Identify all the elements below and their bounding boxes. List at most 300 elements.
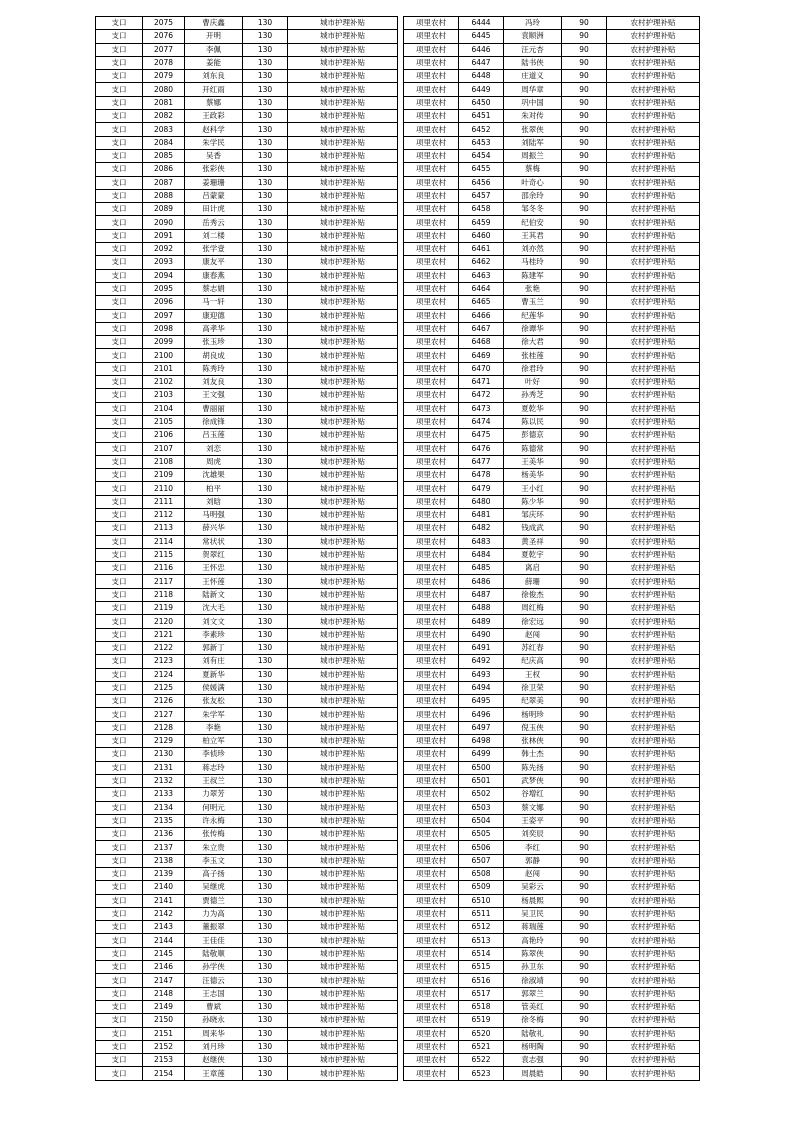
amount-cell: 130	[243, 947, 288, 960]
serial-number-cell: 2083	[143, 123, 185, 136]
area-cell: 支口	[96, 415, 143, 428]
amount-cell: 130	[243, 389, 288, 402]
serial-number-cell: 6491	[459, 641, 504, 654]
table-row	[96, 110, 398, 123]
amount-cell: 90	[562, 1040, 607, 1053]
serial-number-cell: 6450	[459, 96, 504, 109]
subsidy-type-cell: 城市护理补贴	[288, 123, 398, 136]
table-row	[404, 562, 700, 575]
table-row	[96, 681, 398, 694]
subsidy-type-cell: 城市护理补贴	[288, 455, 398, 468]
name-cell: 高孝华	[185, 322, 243, 335]
serial-number-cell: 6479	[459, 482, 504, 495]
amount-cell: 90	[562, 282, 607, 295]
name-cell: 姜珊珊	[185, 176, 243, 189]
name-cell: 王怀莲	[185, 575, 243, 588]
area-cell: 项里农村	[404, 961, 459, 974]
serial-number-cell: 2107	[143, 442, 185, 455]
amount-cell: 90	[562, 203, 607, 216]
subsidy-type-cell: 农村护理补贴	[607, 309, 700, 322]
amount-cell: 90	[562, 655, 607, 668]
name-cell: 邹冬冬	[504, 203, 562, 216]
serial-number-cell: 6464	[459, 282, 504, 295]
table-row	[404, 176, 700, 189]
area-cell: 项里农村	[404, 296, 459, 309]
name-cell: 李艳	[185, 721, 243, 734]
serial-number-cell: 2089	[143, 203, 185, 216]
serial-number-cell: 2139	[143, 868, 185, 881]
amount-cell: 130	[243, 588, 288, 601]
table-row	[404, 921, 700, 934]
table-row	[404, 322, 700, 335]
subsidy-type-cell: 农村护理补贴	[607, 70, 700, 83]
serial-number-cell: 2130	[143, 748, 185, 761]
subsidy-type-cell: 农村护理补贴	[607, 641, 700, 654]
amount-cell: 90	[562, 189, 607, 202]
subsidy-type-cell: 城市护理补贴	[288, 415, 398, 428]
subsidy-type-cell: 城市护理补贴	[288, 349, 398, 362]
amount-cell: 130	[243, 907, 288, 920]
serial-number-cell: 2076	[143, 30, 185, 43]
serial-number-cell: 6451	[459, 110, 504, 123]
subsidy-type-cell: 农村护理补贴	[607, 415, 700, 428]
name-cell: 薛珊	[504, 575, 562, 588]
name-cell: 郭新丁	[185, 641, 243, 654]
name-cell: 纪伯安	[504, 216, 562, 229]
amount-cell: 90	[562, 575, 607, 588]
subsidy-type-cell: 城市护理补贴	[288, 708, 398, 721]
area-cell: 支口	[96, 96, 143, 109]
table-row	[404, 163, 700, 176]
serial-number-cell: 2114	[143, 535, 185, 548]
serial-number-cell: 2153	[143, 1054, 185, 1067]
serial-number-cell: 2135	[143, 814, 185, 827]
name-cell: 陈秀玲	[185, 362, 243, 375]
amount-cell: 90	[562, 987, 607, 1000]
serial-number-cell: 2121	[143, 628, 185, 641]
area-cell: 支口	[96, 774, 143, 787]
area-cell: 项里农村	[404, 216, 459, 229]
table-row	[96, 282, 398, 295]
subsidy-type-cell: 城市护理补贴	[288, 176, 398, 189]
table-row	[96, 189, 398, 202]
subsidy-type-cell: 城市护理补贴	[288, 894, 398, 907]
amount-cell: 130	[243, 30, 288, 43]
area-cell: 项里农村	[404, 522, 459, 535]
name-cell: 康友平	[185, 256, 243, 269]
serial-number-cell: 2116	[143, 562, 185, 575]
name-cell: 刘奕辰	[504, 828, 562, 841]
area-cell: 支口	[96, 868, 143, 881]
area-cell: 项里农村	[404, 1027, 459, 1040]
subsidy-type-cell: 城市护理补贴	[288, 56, 398, 69]
name-cell: 袁志强	[504, 1054, 562, 1067]
amount-cell: 130	[243, 628, 288, 641]
table-row	[96, 1067, 398, 1080]
amount-cell: 90	[562, 96, 607, 109]
amount-cell: 90	[562, 43, 607, 56]
amount-cell: 130	[243, 123, 288, 136]
amount-cell: 130	[243, 296, 288, 309]
amount-cell: 90	[562, 681, 607, 694]
table-row	[96, 296, 398, 309]
area-cell: 项里农村	[404, 322, 459, 335]
serial-number-cell: 2133	[143, 788, 185, 801]
subsidy-type-cell: 农村护理补贴	[607, 495, 700, 508]
amount-cell: 90	[562, 828, 607, 841]
subsidy-type-cell: 城市护理补贴	[288, 535, 398, 548]
amount-cell: 90	[562, 735, 607, 748]
name-cell: 许永梅	[185, 814, 243, 827]
table-row	[96, 588, 398, 601]
serial-number-cell: 6459	[459, 216, 504, 229]
table-row	[404, 548, 700, 561]
serial-number-cell: 2138	[143, 854, 185, 867]
table-row	[404, 455, 700, 468]
name-cell: 徐谭华	[504, 322, 562, 335]
subsidy-type-cell: 城市护理补贴	[288, 987, 398, 1000]
serial-number-cell: 2148	[143, 987, 185, 1000]
serial-number-cell: 2080	[143, 83, 185, 96]
amount-cell: 90	[562, 362, 607, 375]
name-cell: 陆敬顺	[185, 947, 243, 960]
left-table	[95, 16, 398, 1081]
name-cell: 曹丽丽	[185, 402, 243, 415]
area-cell: 项里农村	[404, 362, 459, 375]
table-row	[404, 788, 700, 801]
name-cell: 袁顺洲	[504, 30, 562, 43]
name-cell: 陈以民	[504, 415, 562, 428]
subsidy-type-cell: 城市护理补贴	[288, 1040, 398, 1053]
area-cell: 支口	[96, 548, 143, 561]
subsidy-type-cell: 农村护理补贴	[607, 628, 700, 641]
subsidy-type-cell: 城市护理补贴	[288, 362, 398, 375]
subsidy-type-cell: 农村护理补贴	[607, 921, 700, 934]
amount-cell: 130	[243, 1054, 288, 1067]
table-row	[96, 868, 398, 881]
name-cell: 纪莲华	[504, 309, 562, 322]
area-cell: 支口	[96, 30, 143, 43]
amount-cell: 130	[243, 921, 288, 934]
serial-number-cell: 2124	[143, 668, 185, 681]
amount-cell: 130	[243, 415, 288, 428]
serial-number-cell: 6463	[459, 269, 504, 282]
serial-number-cell: 2087	[143, 176, 185, 189]
table-row	[404, 668, 700, 681]
amount-cell: 130	[243, 602, 288, 615]
serial-number-cell: 2113	[143, 522, 185, 535]
subsidy-type-cell: 城市护理补贴	[288, 1027, 398, 1040]
table-row	[96, 907, 398, 920]
amount-cell: 130	[243, 336, 288, 349]
subsidy-type-cell: 农村护理补贴	[607, 761, 700, 774]
name-cell: 蔡志娟	[185, 282, 243, 295]
name-cell: 钱成武	[504, 522, 562, 535]
serial-number-cell: 2091	[143, 229, 185, 242]
amount-cell: 130	[243, 961, 288, 974]
subsidy-type-cell: 城市护理补贴	[288, 43, 398, 56]
table-row	[96, 934, 398, 947]
subsidy-type-cell: 农村护理补贴	[607, 336, 700, 349]
area-cell: 支口	[96, 721, 143, 734]
serial-number-cell: 6495	[459, 695, 504, 708]
amount-cell: 130	[243, 136, 288, 149]
name-cell: 岳秀云	[185, 216, 243, 229]
table-row	[404, 655, 700, 668]
amount-cell: 90	[562, 602, 607, 615]
amount-cell: 130	[243, 615, 288, 628]
name-cell: 杨美华	[504, 469, 562, 482]
subsidy-type-cell: 农村护理补贴	[607, 774, 700, 787]
serial-number-cell: 2098	[143, 322, 185, 335]
subsidy-type-cell: 农村护理补贴	[607, 136, 700, 149]
area-cell: 支口	[96, 136, 143, 149]
serial-number-cell: 2096	[143, 296, 185, 309]
serial-number-cell: 2093	[143, 256, 185, 269]
amount-cell: 90	[562, 615, 607, 628]
subsidy-type-cell: 城市护理补贴	[288, 774, 398, 787]
area-cell: 支口	[96, 947, 143, 960]
amount-cell: 90	[562, 389, 607, 402]
serial-number-cell: 6507	[459, 854, 504, 867]
subsidy-type-cell: 农村护理补贴	[607, 615, 700, 628]
area-cell: 支口	[96, 469, 143, 482]
amount-cell: 130	[243, 721, 288, 734]
area-cell: 项里农村	[404, 189, 459, 202]
table-row	[404, 508, 700, 521]
area-cell: 项里农村	[404, 562, 459, 575]
area-cell: 项里农村	[404, 136, 459, 149]
amount-cell: 90	[562, 921, 607, 934]
amount-cell: 90	[562, 256, 607, 269]
area-cell: 项里农村	[404, 495, 459, 508]
amount-cell: 130	[243, 814, 288, 827]
table-row	[404, 415, 700, 428]
area-cell: 支口	[96, 508, 143, 521]
subsidy-type-cell: 农村护理补贴	[607, 828, 700, 841]
subsidy-type-cell: 农村护理补贴	[607, 1000, 700, 1013]
serial-number-cell: 6468	[459, 336, 504, 349]
table-row	[96, 96, 398, 109]
table-row	[404, 495, 700, 508]
subsidy-type-cell: 农村护理补贴	[607, 655, 700, 668]
serial-number-cell: 6492	[459, 655, 504, 668]
area-cell: 项里农村	[404, 83, 459, 96]
subsidy-type-cell: 城市护理补贴	[288, 801, 398, 814]
subsidy-type-cell: 农村护理补贴	[607, 987, 700, 1000]
table-row	[96, 814, 398, 827]
name-cell: 彭德京	[504, 429, 562, 442]
serial-number-cell: 2145	[143, 947, 185, 960]
amount-cell: 130	[243, 1027, 288, 1040]
table-row	[404, 961, 700, 974]
name-cell: 蔡文娜	[504, 801, 562, 814]
serial-number-cell: 6460	[459, 229, 504, 242]
table-row	[404, 1000, 700, 1013]
name-cell: 周来华	[185, 1027, 243, 1040]
table-row	[404, 748, 700, 761]
serial-number-cell: 2078	[143, 56, 185, 69]
serial-number-cell: 6485	[459, 562, 504, 575]
subsidy-type-cell: 农村护理补贴	[607, 961, 700, 974]
amount-cell: 90	[562, 296, 607, 309]
name-cell: 徐成锋	[185, 415, 243, 428]
table-row	[404, 243, 700, 256]
serial-number-cell: 2128	[143, 721, 185, 734]
subsidy-type-cell: 农村护理补贴	[607, 349, 700, 362]
area-cell: 支口	[96, 149, 143, 162]
name-cell: 王文强	[185, 389, 243, 402]
table-row	[404, 43, 700, 56]
amount-cell: 130	[243, 575, 288, 588]
area-cell: 项里农村	[404, 735, 459, 748]
name-cell: 吴香	[185, 149, 243, 162]
table-row	[96, 548, 398, 561]
area-cell: 项里农村	[404, 269, 459, 282]
serial-number-cell: 6483	[459, 535, 504, 548]
area-cell: 项里农村	[404, 668, 459, 681]
serial-number-cell: 2131	[143, 761, 185, 774]
serial-number-cell: 6487	[459, 588, 504, 601]
table-row	[96, 362, 398, 375]
serial-number-cell: 6488	[459, 602, 504, 615]
subsidy-type-cell: 城市护理补贴	[288, 269, 398, 282]
subsidy-type-cell: 城市护理补贴	[288, 203, 398, 216]
name-cell: 吕蒙蒙	[185, 189, 243, 202]
table-row	[404, 1014, 700, 1027]
subsidy-type-cell: 城市护理补贴	[288, 748, 398, 761]
area-cell: 项里农村	[404, 415, 459, 428]
name-cell: 开红雨	[185, 83, 243, 96]
subsidy-type-cell: 农村护理补贴	[607, 56, 700, 69]
area-cell: 项里农村	[404, 1000, 459, 1013]
area-cell: 项里农村	[404, 56, 459, 69]
serial-number-cell: 2079	[143, 70, 185, 83]
subsidy-type-cell: 城市护理补贴	[288, 389, 398, 402]
name-cell: 陈建军	[504, 269, 562, 282]
name-cell: 陈少华	[504, 495, 562, 508]
amount-cell: 130	[243, 748, 288, 761]
serial-number-cell: 6490	[459, 628, 504, 641]
subsidy-type-cell: 农村护理补贴	[607, 163, 700, 176]
name-cell: 刘月珍	[185, 1040, 243, 1053]
name-cell: 王小红	[504, 482, 562, 495]
subsidy-type-cell: 农村护理补贴	[607, 123, 700, 136]
area-cell: 支口	[96, 575, 143, 588]
table-row	[96, 854, 398, 867]
table-row	[96, 735, 398, 748]
area-cell: 支口	[96, 668, 143, 681]
serial-number-cell: 2144	[143, 934, 185, 947]
name-cell: 刘亦然	[504, 243, 562, 256]
amount-cell: 90	[562, 695, 607, 708]
name-cell: 董振翠	[185, 921, 243, 934]
subsidy-type-cell: 农村护理补贴	[607, 535, 700, 548]
amount-cell: 90	[562, 761, 607, 774]
name-cell: 巩中国	[504, 96, 562, 109]
serial-number-cell: 6447	[459, 56, 504, 69]
serial-number-cell: 6453	[459, 136, 504, 149]
area-cell: 支口	[96, 455, 143, 468]
table-row	[404, 535, 700, 548]
amount-cell: 130	[243, 934, 288, 947]
table-row	[404, 123, 700, 136]
amount-cell: 90	[562, 628, 607, 641]
table-row	[404, 229, 700, 242]
amount-cell: 130	[243, 774, 288, 787]
table-row	[96, 721, 398, 734]
subsidy-type-cell: 农村护理补贴	[607, 668, 700, 681]
name-cell: 朱对传	[504, 110, 562, 123]
amount-cell: 90	[562, 336, 607, 349]
area-cell: 支口	[96, 814, 143, 827]
table-row	[96, 615, 398, 628]
name-cell: 马明强	[185, 508, 243, 521]
subsidy-type-cell: 农村护理补贴	[607, 322, 700, 335]
area-cell: 项里农村	[404, 548, 459, 561]
serial-number-cell: 6473	[459, 402, 504, 415]
subsidy-type-cell: 城市护理补贴	[288, 163, 398, 176]
name-cell: 郭翠兰	[504, 987, 562, 1000]
table-row	[404, 96, 700, 109]
area-cell: 支口	[96, 641, 143, 654]
table-row	[96, 921, 398, 934]
subsidy-type-cell: 农村护理补贴	[607, 30, 700, 43]
name-cell: 刘东良	[185, 70, 243, 83]
area-cell: 支口	[96, 322, 143, 335]
table-row	[96, 442, 398, 455]
name-cell: 刘文文	[185, 615, 243, 628]
name-cell: 康迎德	[185, 309, 243, 322]
area-cell: 支口	[96, 788, 143, 801]
area-cell: 支口	[96, 229, 143, 242]
serial-number-cell: 6449	[459, 83, 504, 96]
serial-number-cell: 6497	[459, 721, 504, 734]
subsidy-type-cell: 城市护理补贴	[288, 17, 398, 30]
serial-number-cell: 6511	[459, 907, 504, 920]
table-row	[96, 389, 398, 402]
serial-number-cell: 6508	[459, 868, 504, 881]
amount-cell: 90	[562, 947, 607, 960]
area-cell: 项里农村	[404, 469, 459, 482]
amount-cell: 130	[243, 376, 288, 389]
table-row	[404, 735, 700, 748]
table-row	[404, 841, 700, 854]
amount-cell: 90	[562, 934, 607, 947]
subsidy-type-cell: 城市护理补贴	[288, 1054, 398, 1067]
serial-number-cell: 2088	[143, 189, 185, 202]
serial-number-cell: 2141	[143, 894, 185, 907]
area-cell: 支口	[96, 907, 143, 920]
area-cell: 项里农村	[404, 934, 459, 947]
serial-number-cell: 2109	[143, 469, 185, 482]
subsidy-type-cell: 农村护理补贴	[607, 508, 700, 521]
name-cell: 夏乾宇	[504, 548, 562, 561]
amount-cell: 130	[243, 282, 288, 295]
amount-cell: 90	[562, 881, 607, 894]
area-cell: 项里农村	[404, 455, 459, 468]
name-cell: 李佩	[185, 43, 243, 56]
amount-cell: 90	[562, 309, 607, 322]
table-row	[404, 296, 700, 309]
amount-cell: 90	[562, 562, 607, 575]
amount-cell: 130	[243, 761, 288, 774]
amount-cell: 90	[562, 535, 607, 548]
amount-cell: 90	[562, 243, 607, 256]
area-cell: 项里农村	[404, 70, 459, 83]
serial-number-cell: 2118	[143, 588, 185, 601]
table-row	[404, 482, 700, 495]
